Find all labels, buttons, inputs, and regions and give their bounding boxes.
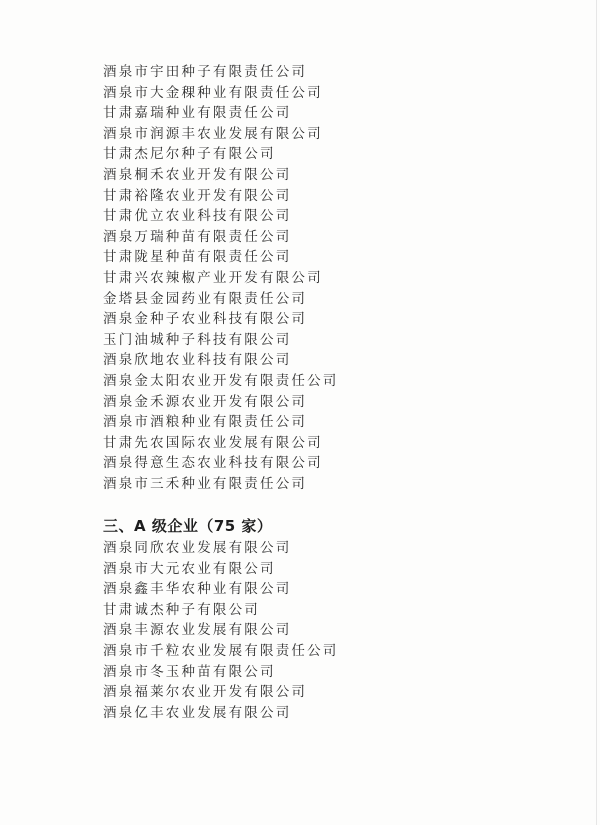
list-item: 甘肃诚杰种子有限公司 [103, 601, 260, 618]
list-item: 酒泉金禾源农业开发有限公司 [103, 393, 308, 410]
list-item: 酒泉市润源丰农业发展有限公司 [103, 125, 323, 142]
list-item: 酒泉桐禾农业开发有限公司 [103, 166, 292, 183]
list-item: 甘肃嘉瑞种业有限责任公司 [103, 105, 292, 122]
list-item: 酒泉金种子农业科技有限公司 [103, 311, 308, 328]
scan-edge-line [596, 0, 597, 825]
list-item: 酒泉同欣农业发展有限公司 [103, 540, 292, 556]
list-item: 甘肃杰尼尔种子有限公司 [103, 146, 276, 163]
list-item: 玉门油城种子科技有限公司 [103, 331, 292, 348]
list-item: 甘肃优立农业科技有限公司 [103, 208, 292, 225]
list-item: 酒泉市大金稞种业有限责任公司 [103, 84, 323, 101]
list-item: 酒泉丰源农业发展有限公司 [103, 622, 292, 639]
company-list-grade-a [103, 538, 339, 723]
list-item: 酒泉亿丰农业发展有限公司 [103, 704, 292, 721]
list-item: 酒泉市宇田种子有限责任公司 [103, 64, 308, 80]
list-item: 甘肃兴农辣椒产业开发有限公司 [103, 269, 323, 286]
list-item: 酒泉市冬玉种苗有限公司 [103, 663, 276, 680]
list-item: 酒泉市千粒农业发展有限责任公司 [103, 642, 339, 659]
list-item: 甘肃裕隆农业开发有限公司 [103, 187, 292, 204]
list-item: 甘肃陇星种苗有限责任公司 [103, 249, 292, 266]
list-item: 酒泉得意生态农业科技有限公司 [103, 455, 323, 472]
list-item: 酒泉市三禾种业有限责任公司 [103, 475, 308, 492]
list-item: 酒泉市酒粮种业有限责任公司 [103, 414, 308, 431]
company-list-grade-b [103, 62, 339, 494]
list-item: 酒泉福莱尔农业开发有限公司 [103, 684, 308, 701]
list-item: 酒泉金太阳农业开发有限责任公司 [103, 372, 339, 389]
list-item: 甘肃先农国际农业发展有限公司 [103, 434, 323, 451]
list-item: 酒泉欣地农业科技有限公司 [103, 352, 292, 369]
list-item: 酒泉万瑞种苗有限责任公司 [103, 228, 292, 245]
list-item: 酒泉市大元农业有限公司 [103, 560, 276, 577]
list-item: 金塔县金园药业有限责任公司 [103, 290, 308, 307]
section-heading-grade-a: 三、A 级企业（75 家） [103, 517, 273, 535]
list-item: 酒泉鑫丰华农种业有限公司 [103, 581, 292, 598]
